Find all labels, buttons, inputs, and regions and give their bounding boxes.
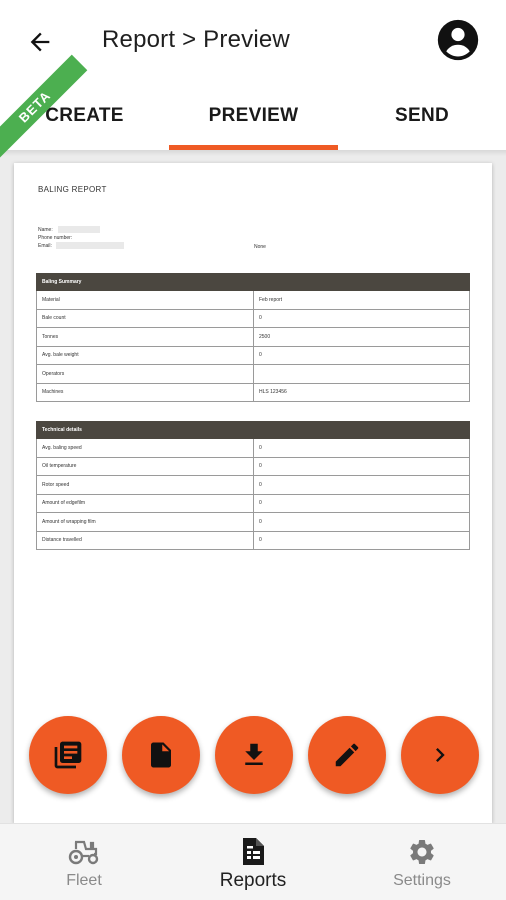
baling-summary-table: [36, 273, 470, 402]
document-button[interactable]: [122, 716, 200, 794]
nav-item-settings[interactable]: [338, 824, 506, 900]
row-label: Avg. baling speed: [37, 439, 254, 458]
row-label: Rotor speed: [37, 476, 254, 495]
row-label: Amount of wrapping film: [37, 513, 254, 532]
document-icon: [146, 740, 176, 770]
table-row: [37, 309, 470, 328]
gear-icon: [407, 837, 437, 867]
email-label: Email:: [38, 243, 52, 249]
row-value: [254, 365, 470, 384]
report-icon: [240, 837, 266, 867]
edit-pencil-icon: [332, 740, 362, 770]
library-button[interactable]: [29, 716, 107, 794]
table-row: [37, 531, 470, 550]
row-value: HLS 123456: [254, 383, 470, 402]
library-books-icon: [52, 739, 84, 771]
row-label: Operators: [37, 365, 254, 384]
back-button[interactable]: [22, 24, 58, 60]
row-label: Bale count: [37, 309, 254, 328]
row-value: 0: [254, 494, 470, 513]
row-value: 0: [254, 457, 470, 476]
chevron-right-icon: [426, 741, 454, 769]
none-value: None: [254, 244, 266, 250]
row-label: Amount of edgefilm: [37, 494, 254, 513]
name-label: Name:: [38, 227, 53, 233]
table-row: [37, 457, 470, 476]
nav-label-reports: Reports: [219, 870, 287, 891]
row-value: 2500: [254, 328, 470, 347]
nav-label-settings: Settings: [393, 872, 451, 889]
table-row: [37, 328, 470, 347]
nav-label-fleet: Fleet: [66, 872, 102, 889]
nav-item-fleet[interactable]: [0, 824, 168, 900]
account-circle-icon: [436, 18, 480, 62]
table-row: [37, 439, 470, 458]
tab-create[interactable]: CREATE: [45, 105, 124, 126]
table-header: Technical details: [37, 422, 470, 439]
technical-details-table: [36, 421, 470, 550]
beta-ribbon: BETA: [0, 55, 87, 160]
redacted-email: [56, 242, 124, 249]
next-button[interactable]: [401, 716, 479, 794]
row-value: Feb report: [254, 291, 470, 310]
nav-item-reports[interactable]: [169, 824, 337, 900]
download-button[interactable]: [215, 716, 293, 794]
row-value: 0: [254, 531, 470, 550]
row-value: 0: [254, 439, 470, 458]
page-title: Report > Preview: [102, 26, 290, 53]
tab-preview[interactable]: PREVIEW: [208, 105, 299, 126]
document-title: BALING REPORT: [38, 185, 107, 194]
row-value: 0: [254, 309, 470, 328]
phone-label: Phone number:: [38, 235, 73, 241]
redacted-name: [58, 226, 100, 233]
row-value: 0: [254, 476, 470, 495]
row-label: Machines: [37, 383, 254, 402]
edit-button[interactable]: [308, 716, 386, 794]
row-value: 0: [254, 346, 470, 365]
row-label: Oil temperature: [37, 457, 254, 476]
table-row: [37, 383, 470, 402]
tab-send[interactable]: SEND: [395, 105, 449, 126]
row-value: 0: [254, 513, 470, 532]
tab-bar-shadow: [0, 150, 506, 156]
table-row: [37, 476, 470, 495]
row-label: Tonnes: [37, 328, 254, 347]
table-header: Baling Summary: [37, 274, 470, 291]
arrow-back-icon: [26, 28, 54, 56]
table-row: [37, 513, 470, 532]
tractor-icon: [67, 838, 101, 866]
bottom-navigation: [0, 823, 506, 900]
table-row: [37, 365, 470, 384]
row-label: Avg. bale weight: [37, 346, 254, 365]
table-row: [37, 346, 470, 365]
download-icon: [239, 740, 269, 770]
row-label: Distance travelled: [37, 531, 254, 550]
row-label: Material: [37, 291, 254, 310]
account-button[interactable]: [436, 18, 480, 62]
tab-bar: [0, 82, 506, 150]
table-row: [37, 494, 470, 513]
table-row: [37, 291, 470, 310]
